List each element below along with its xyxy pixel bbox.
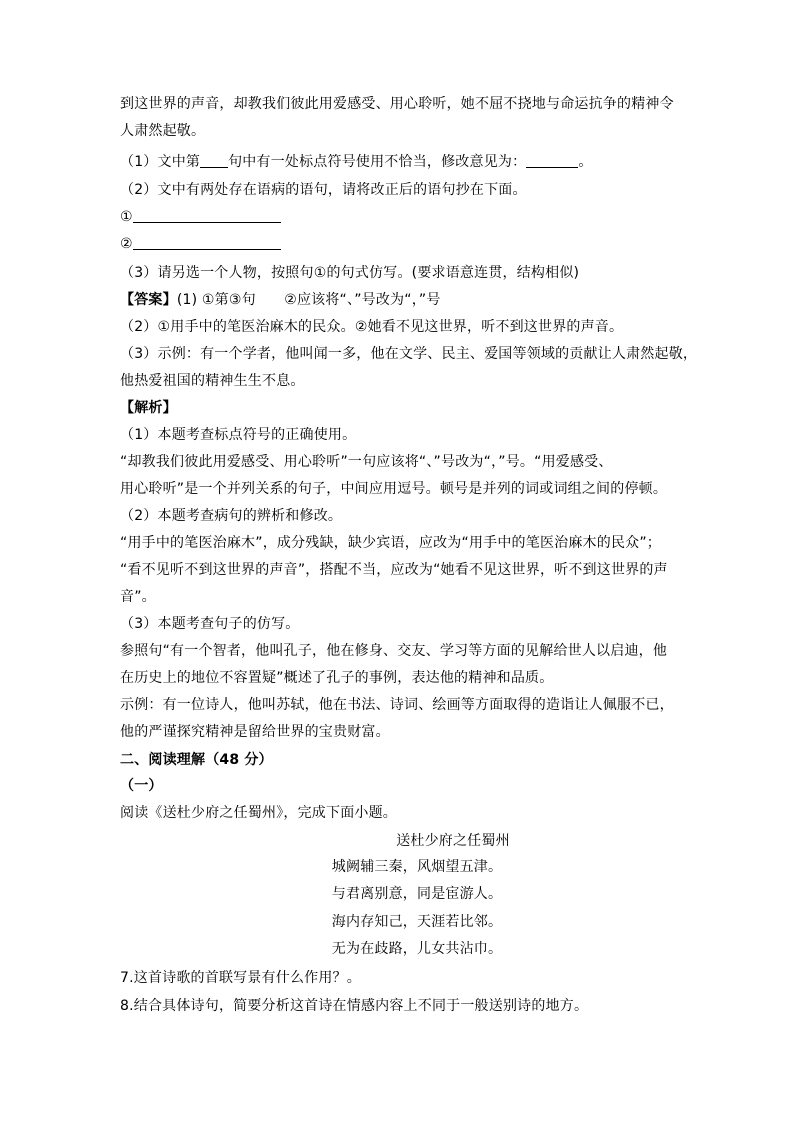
- analysis-text: 参照句“有一个智者，他叫孔子，他在修身、交友、学习等方面的见解给世人以启迪，他: [120, 643, 668, 659]
- poem-line: 与君离别意，同是宦游人。: [331, 886, 503, 902]
- circled-number: ②: [120, 236, 133, 252]
- analysis-text: 示例：有一位诗人，他叫苏轼，他在书法、诗词、绘画等方面取得的造诣让人佩服不已，: [120, 697, 674, 713]
- answer-header: [120, 291, 441, 309]
- analysis-text: “却教我们彼此用爱感受、用心聆听”一句应该将“、”号改为“，”号。“用爱感受、: [120, 454, 613, 470]
- answer-blank[interactable]: [526, 153, 578, 168]
- analysis-text: （1）本题考查标点符号的正确使用。: [120, 427, 357, 443]
- analysis-text: “看不见听不到这世界的声音”，搭配不当，应改为“她看不见这世界，听不到这世界的声: [120, 562, 668, 578]
- answer-blank[interactable]: [133, 235, 281, 250]
- answer-line-1: [120, 208, 281, 226]
- poem-line: 城阙辅三秦，风烟望五津。: [331, 859, 503, 875]
- subsection-heading: （一）: [120, 778, 163, 794]
- poem-title: 送杜少府之任蜀州: [396, 833, 510, 849]
- section-heading: 二、阅读理解（48 分）: [120, 752, 273, 768]
- analysis-text: 用心聆听”是一个并列关系的句子，中间应用逗号。顿号是并列的词或词组之间的停顿。: [120, 481, 668, 497]
- answer-text: （3）示例：有一个学者，他叫闻一多，他在文学、民主、爱国等领域的贡献让人肃然起敬，: [120, 346, 698, 362]
- answer-text: （2）①用手中的笔医治麻木的民众。②她看不见这世界，听不到这世界的声音。: [120, 319, 624, 335]
- answer-text: 他热爱祖国的精神生生不息。: [120, 373, 305, 389]
- analysis-text: （2）本题考查病句的辨析和修改。: [120, 508, 343, 524]
- question-text: （1）文中第: [120, 154, 201, 170]
- passage-line: 人肃然起敬。: [120, 123, 206, 139]
- answer-label: 【答案】: [120, 292, 177, 308]
- answer-blank[interactable]: [133, 208, 281, 223]
- question-3: （3）请另选一个人物，按照句①的句式仿写。(要求语意连贯，结构相似): [120, 265, 580, 281]
- analysis-text: （3）本题考查句子的仿写。: [120, 616, 300, 632]
- question-text: 。: [578, 154, 593, 170]
- question-8: 8.结合具体诗句，简要分析这首诗在情感内容上不同于一般送别诗的地方。: [120, 998, 589, 1014]
- answer-line-2: [120, 235, 281, 253]
- poem-line: 海内存知己，天涯若比邻。: [331, 914, 503, 930]
- analysis-text: 音”。: [120, 589, 156, 605]
- answer-text: (1) ①第③句 ②应该将“、”号改为“，”号: [176, 292, 441, 308]
- analysis-text: 在历史上的地位不容置疑”概述了孔子的事例，表达他的精神和品质。: [120, 670, 554, 686]
- analysis-text: 他的严谨探究精神是留给世界的宝贵财富。: [120, 724, 390, 740]
- passage-line: 到这世界的声音，却教我们彼此用爱感受、用心聆听，她不屈不挠地与命运抗争的精神令: [120, 96, 674, 112]
- question-1: [120, 153, 593, 171]
- reading-instruction: 阅读《送杜少府之任蜀州》，完成下面小题。: [120, 805, 397, 821]
- question-2: （2）文中有两处存在语病的语句，请将改正后的语句抄在下面。: [120, 182, 527, 198]
- analysis-label: 【解析】: [120, 400, 177, 416]
- question-text: 句中有一处标点符号使用不恰当，修改意见为：: [228, 154, 527, 170]
- poem-line: 无为在歧路，儿女共沾巾。: [331, 941, 503, 957]
- question-7: 7.这首诗歌的首联写景有什么作用？。: [120, 970, 361, 986]
- analysis-text: “用手中的笔医治麻木”，成分残缺，缺少宾语，应改为“用手中的笔医治麻木的民众”；: [120, 535, 662, 551]
- circled-number: ①: [120, 209, 133, 225]
- answer-blank[interactable]: [200, 153, 228, 168]
